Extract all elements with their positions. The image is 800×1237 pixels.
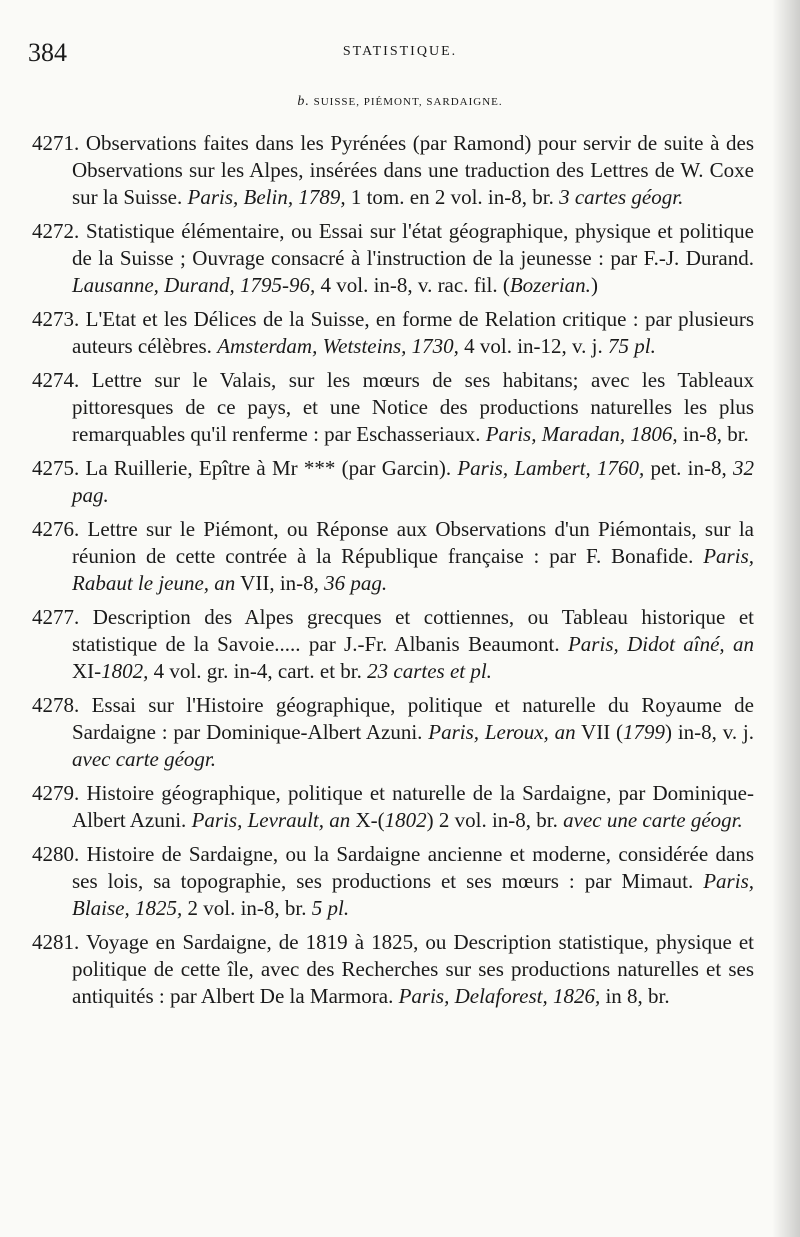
entry-text: in-8, br. <box>677 422 749 446</box>
section-letter: b. <box>297 94 310 109</box>
entry-number: 4280. <box>32 842 87 866</box>
entry-text: Statistique élémentaire, ou Essai sur l'état géographique, physique et politique de la Suisse ; Ouvrage consacré à l'instruction de la jeunesse : par F.-J. Durand. <box>72 219 754 270</box>
section-title: SUISSE, PIÉMONT, SARDAIGNE. <box>313 96 503 108</box>
entry-text: Essai sur l'Histoire géographique, politique et naturelle du Royaume de Sardaigne : par Dominique-Albert Azuni. <box>72 693 755 744</box>
entry-text: in 8, br. <box>600 984 670 1008</box>
entry-number: 4272. <box>32 219 86 243</box>
entry-imprint: Paris, Blaise, 1825, <box>72 869 754 920</box>
entry-text: Histoire géographique, politique et naturelle de la Sardaigne, par Dominique-Albert Azuni. <box>72 781 755 832</box>
catalog-entry <box>32 367 754 448</box>
entry-text: 4 vol. gr. in-4, cart. et br. <box>148 659 368 683</box>
catalog-entry <box>32 929 754 1010</box>
entry-text: Histoire de Sardaigne, ou la Sardaigne ancienne et moderne, considérée dans ses lois, sa topographie, ses productions et ses mœurs : par Mimaut. <box>72 842 755 893</box>
catalog-entry <box>32 692 754 773</box>
entry-imprint: Paris, Delaforest, 1826, <box>398 984 601 1008</box>
entry-text: Voyage en Sardaigne, de 1819 à 1825, ou Description statistique, physique et politique de cette île, avec des Recherches sur ses productions naturelles et ses antiquités : par Albert De la Marmora. <box>72 930 754 1008</box>
page-number: 384 <box>28 38 67 67</box>
entry-number: 4275. <box>32 456 86 480</box>
entry-text: 4 vol. in-8, v. rac. fil. ( <box>315 273 510 297</box>
entry-imprint: Paris, Maradan, 1806, <box>485 422 678 446</box>
entry-imprint: Paris, Rabaut le jeune, an <box>72 544 754 595</box>
entry-text: ) in-8, v. j. <box>665 720 755 744</box>
entry-text: VII ( <box>575 720 624 744</box>
entry-imprint: 1799 <box>623 720 666 744</box>
entry-imprint: Bozerian. <box>509 273 591 297</box>
running-title: STATISTIQUE. <box>342 44 458 59</box>
entry-imprint: 1802, <box>101 659 149 683</box>
entry-text: ) 2 vol. in-8, br. <box>426 808 564 832</box>
entry-imprint: Paris, Levrault, an <box>191 808 351 832</box>
entry-text: Lettre sur le Piémont, ou Réponse aux Observations d'un Piémontais, sur la réunion de cette contrée à la République française : par F. Bonafide. <box>72 517 755 568</box>
entry-imprint: 32 pag. <box>72 456 755 507</box>
entry-text: X-( <box>350 808 385 832</box>
catalog-entry <box>32 780 754 834</box>
entry-imprint: 1802 <box>384 808 427 832</box>
entry-text: 2 vol. in-8, br. <box>182 896 312 920</box>
entry-text: La Ruillerie, Epître à Mr *** (par Garcin). <box>85 456 458 480</box>
entry-imprint: Paris, Leroux, an <box>428 720 576 744</box>
entry-imprint: avec carte géogr. <box>72 747 217 771</box>
entry-number: 4279. <box>32 781 87 805</box>
entry-text: ) <box>590 273 598 297</box>
entry-text: 1 tom. en 2 vol. in-8, br. <box>345 185 560 209</box>
entry-text: L'Etat et les Délices de la Suisse, en forme de Relation critique : par plusieurs auteurs célèbres. <box>72 307 755 358</box>
entry-text: Observations faites dans les Pyrénées (par Ramond) pour servir de suite à des Observations sur les Alpes, insérées dans une traduction des Lettres de W. Coxe sur la Suisse. <box>72 131 755 209</box>
entry-number: 4276. <box>32 517 88 541</box>
entry-text: Lettre sur le Valais, sur les mœurs de ses habitans; avec les Tableaux pittoresques de ce pays, et une Notice des productions naturelles les plus remarquables qu'il renferme : par Eschasseriaux. <box>72 368 754 446</box>
entry-imprint: 23 cartes et pl. <box>367 659 492 683</box>
catalog-entries <box>32 130 754 1017</box>
catalog-entry <box>32 841 754 922</box>
entry-number: 4273. <box>32 307 86 331</box>
catalog-entry <box>32 130 754 211</box>
entry-number: 4274. <box>32 368 92 392</box>
entry-imprint: Lausanne, Durand, 1795-96, <box>72 273 316 297</box>
entry-imprint: Amsterdam, Wetsteins, 1730, <box>217 334 459 358</box>
entry-imprint: 36 pag. <box>324 571 388 595</box>
catalog-entry <box>32 218 754 299</box>
entry-number: 4281. <box>32 930 86 954</box>
entry-text: VII, in-8, <box>235 571 325 595</box>
entry-imprint: Paris, Belin, 1789, <box>187 185 346 209</box>
entry-number: 4278. <box>32 693 92 717</box>
entry-imprint: avec une carte géogr. <box>563 808 743 832</box>
entry-text: Description des Alpes grecques et cottiennes, ou Tableau historique et statistique de la Savoie..... par J.-Fr. Albanis Beaumont. <box>72 605 754 656</box>
catalog-entry <box>32 455 754 509</box>
entry-text: pet. in-8, <box>644 456 734 480</box>
entry-imprint: Paris, Lambert, 1760, <box>457 456 645 480</box>
entry-text: 4 vol. in-12, v. j. <box>458 334 609 358</box>
catalog-entry <box>32 604 754 685</box>
entry-number: 4277. <box>32 605 93 629</box>
entry-imprint: 3 cartes géogr. <box>559 185 684 209</box>
catalog-entry <box>32 516 754 597</box>
entry-imprint: 75 pl. <box>608 334 656 358</box>
entry-text: XI- <box>72 659 102 683</box>
entry-imprint: Paris, Didot aîné, an <box>567 632 754 656</box>
catalog-entry <box>32 306 754 360</box>
page-edge-shadow <box>772 0 800 1237</box>
entry-number: 4271. <box>32 131 86 155</box>
section-heading <box>0 94 800 110</box>
entry-imprint: 5 pl. <box>311 896 350 920</box>
